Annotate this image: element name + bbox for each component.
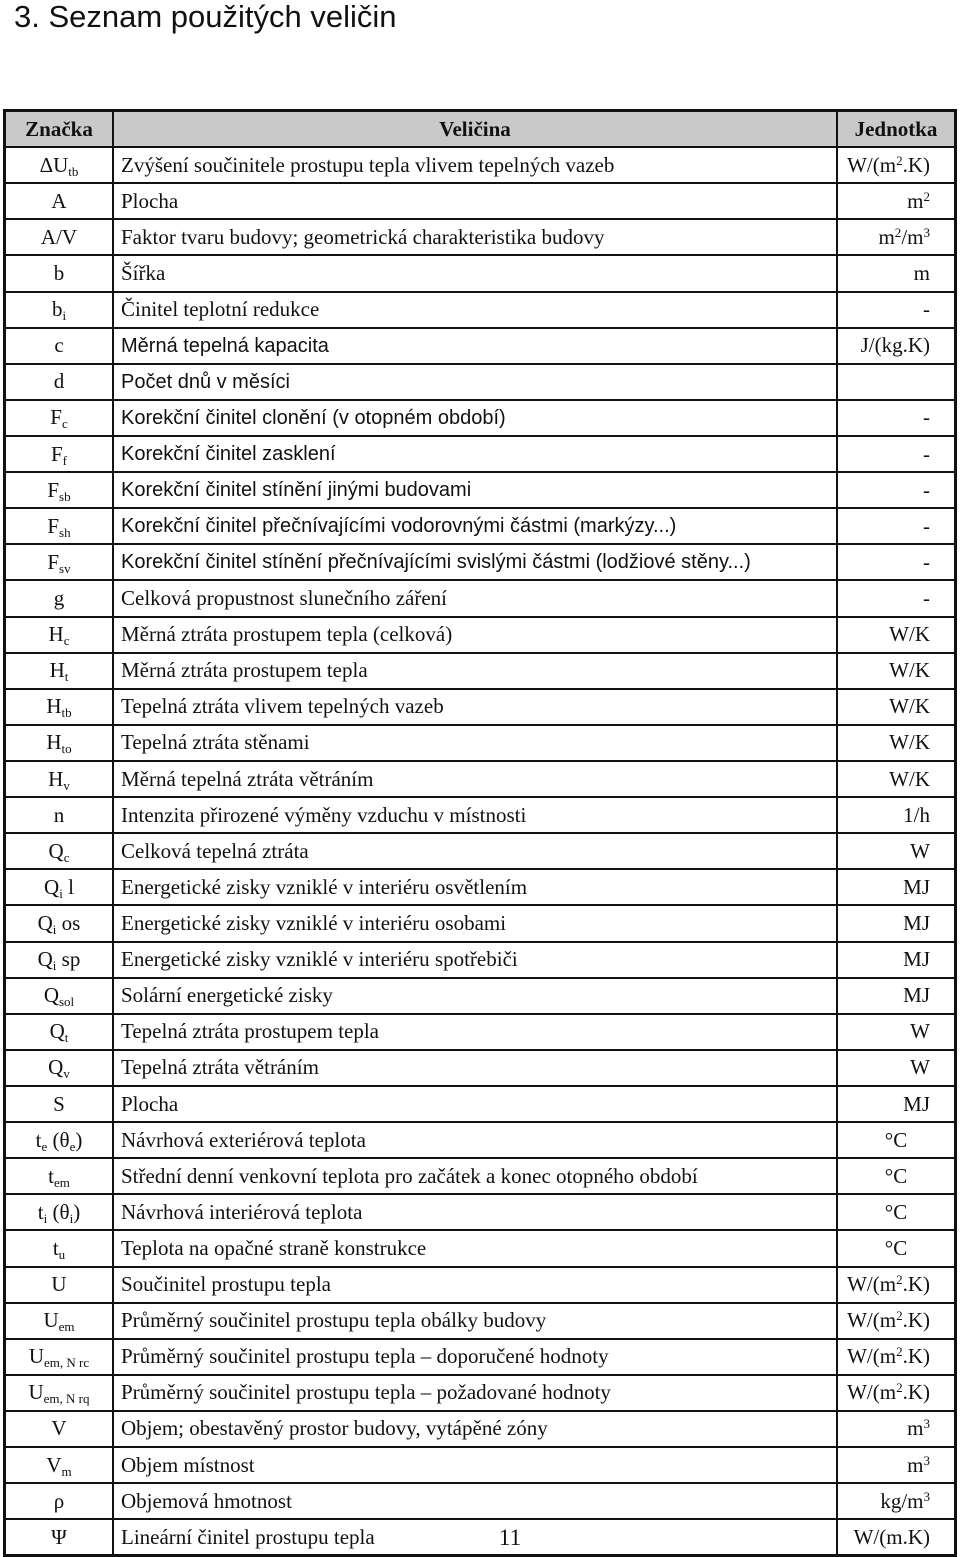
symbol-sub: c bbox=[63, 632, 70, 648]
symbol-sym: d bbox=[53, 369, 65, 394]
symbol-sub: em, N rq bbox=[43, 1391, 90, 1407]
unit-cell bbox=[837, 617, 956, 653]
unit-unit: °C bbox=[884, 1235, 908, 1260]
table-row bbox=[5, 1050, 956, 1086]
unit-unit-sup: 3 bbox=[923, 1416, 930, 1432]
quantity-cell: Faktor tvaru budovy; geometrická charakteristika budovy bbox=[113, 219, 837, 255]
symbol-cell bbox=[5, 942, 114, 978]
symbol-cell bbox=[5, 1375, 114, 1411]
unit-unit: W/(m bbox=[847, 152, 897, 177]
unit-unit: m bbox=[913, 260, 930, 285]
table-row bbox=[5, 1303, 956, 1339]
unit-unit: 1/h bbox=[903, 802, 930, 827]
quantity-cell: Korekční činitel stínění přečnívajícími svislými částmi (lodžiové stěny...) bbox=[113, 544, 837, 580]
symbol-tail: os bbox=[56, 910, 81, 935]
unit-cell bbox=[837, 1447, 956, 1483]
symbol-sub: sol bbox=[58, 994, 75, 1010]
symbol-sym: b bbox=[51, 297, 63, 322]
quantity-cell: Objemová hmotnost bbox=[113, 1483, 837, 1519]
quantity-cell: Návrhová interiérová teplota bbox=[113, 1194, 837, 1230]
symbol-sub2: e bbox=[69, 1138, 76, 1154]
unit-cell bbox=[837, 1230, 956, 1266]
unit-unit: W/K bbox=[889, 730, 930, 755]
unit-unit: m bbox=[907, 1416, 924, 1441]
unit-unit-tail: .K) bbox=[902, 1380, 930, 1405]
table-row bbox=[5, 255, 956, 291]
table-row bbox=[5, 1086, 956, 1122]
unit-unit: W bbox=[910, 1019, 930, 1044]
table-row bbox=[5, 580, 956, 616]
symbol-sym: H bbox=[46, 730, 62, 755]
unit-unit-sup: 2 bbox=[896, 1380, 903, 1396]
symbol-sym: V bbox=[51, 1416, 67, 1441]
table-row bbox=[5, 689, 956, 725]
unit-unit: - bbox=[923, 441, 930, 466]
unit-unit: m bbox=[907, 188, 924, 213]
unit-unit: MJ bbox=[903, 874, 930, 899]
symbol-sym: H bbox=[48, 766, 64, 791]
table-row bbox=[5, 833, 956, 869]
unit-cell bbox=[837, 942, 956, 978]
symbol-cell bbox=[5, 797, 114, 833]
table-row bbox=[5, 292, 956, 328]
quantity-cell: Korekční činitel stínění jinými budovami bbox=[113, 472, 837, 508]
symbol-sym: Q bbox=[49, 1019, 65, 1044]
symbol-cell bbox=[5, 1447, 114, 1483]
unit-unit-sup: 2 bbox=[896, 1344, 903, 1360]
unit-cell bbox=[837, 1267, 956, 1303]
symbol-sub: c bbox=[61, 416, 68, 432]
quantity-cell: Energetické zisky vzniklé v interiéru osobami bbox=[113, 905, 837, 941]
unit-cell bbox=[837, 869, 956, 905]
unit-unit: W/(m bbox=[847, 1308, 897, 1333]
unit-unit: - bbox=[923, 297, 930, 322]
quantity-cell: Intenzita přirozené výměny vzduchu v místnosti bbox=[113, 797, 837, 833]
symbol-sym: t bbox=[52, 1235, 59, 1260]
symbol-sym: U bbox=[51, 1272, 67, 1297]
symbol-sub: c bbox=[63, 849, 70, 865]
symbol-sub: u bbox=[58, 1246, 66, 1262]
quantity-cell: Korekční činitel zasklení bbox=[113, 436, 837, 472]
quantity-cell: Průměrný součinitel prostupu tepla – požadované hodnoty bbox=[113, 1375, 837, 1411]
unit-cell bbox=[837, 1411, 956, 1447]
unit-unit: W/(m bbox=[847, 1380, 897, 1405]
unit-cell bbox=[837, 1375, 956, 1411]
symbol-sym: U bbox=[28, 1380, 44, 1405]
unit-cell bbox=[837, 219, 956, 255]
symbol-cell bbox=[5, 869, 114, 905]
header-unit: Jednotka bbox=[837, 111, 956, 148]
symbol-cell bbox=[5, 833, 114, 869]
header-symbol: Značka bbox=[5, 111, 114, 148]
symbol-sym: g bbox=[53, 585, 65, 610]
quantity-cell: Zvýšení součinitele prostupu tepla vlivem tepelných vazeb bbox=[113, 147, 837, 183]
unit-unit: W bbox=[910, 1055, 930, 1080]
unit-cell bbox=[837, 364, 956, 400]
symbol-sym: U bbox=[43, 1308, 59, 1333]
table-row bbox=[5, 364, 956, 400]
symbol-cell bbox=[5, 1086, 114, 1122]
unit-cell bbox=[837, 255, 956, 291]
symbol-sym: ΔU bbox=[39, 152, 69, 177]
symbol-sym: t bbox=[35, 1127, 42, 1152]
symbol-cell bbox=[5, 400, 114, 436]
unit-unit: W/(m bbox=[847, 1272, 897, 1297]
unit-unit: kg/m bbox=[880, 1488, 924, 1513]
symbol-sub: em, N rc bbox=[43, 1355, 90, 1371]
unit-unit: MJ bbox=[903, 910, 930, 935]
quantity-cell: Průměrný součinitel prostupu tepla obálky budovy bbox=[113, 1303, 837, 1339]
symbol-cell bbox=[5, 1050, 114, 1086]
unit-unit: MJ bbox=[903, 947, 930, 972]
unit-unit-sup: 3 bbox=[923, 1452, 930, 1468]
symbol-tail2: ) bbox=[75, 1127, 83, 1152]
table-row bbox=[5, 797, 956, 833]
symbol-sub: e bbox=[41, 1138, 48, 1154]
unit-unit: - bbox=[923, 585, 930, 610]
symbol-sym: F bbox=[50, 441, 63, 466]
symbol-sym: Q bbox=[44, 874, 60, 899]
unit-unit-tail: /m bbox=[901, 224, 924, 249]
unit-unit: m bbox=[907, 1452, 924, 1477]
symbol-cell bbox=[5, 472, 114, 508]
symbol-sub: t bbox=[64, 669, 69, 685]
unit-cell bbox=[837, 292, 956, 328]
unit-cell bbox=[837, 1050, 956, 1086]
symbol-sym: ρ bbox=[53, 1488, 65, 1513]
symbol-sub: em bbox=[53, 1174, 70, 1190]
table-row bbox=[5, 1014, 956, 1050]
unit-unit: - bbox=[923, 405, 930, 430]
symbol-cell bbox=[5, 1194, 114, 1230]
unit-unit: W bbox=[910, 838, 930, 863]
unit-unit: W/K bbox=[889, 658, 930, 683]
quantity-cell: Energetické zisky vzniklé v interiéru spotřebiči bbox=[113, 942, 837, 978]
table-row bbox=[5, 328, 956, 364]
table-row bbox=[5, 400, 956, 436]
quantity-cell: Korekční činitel clonění (v otopném období) bbox=[113, 400, 837, 436]
unit-unit: - bbox=[923, 477, 930, 502]
table-row bbox=[5, 1122, 956, 1158]
symbol-cell bbox=[5, 725, 114, 761]
symbol-sym: Q bbox=[48, 1055, 64, 1080]
unit-unit-tail: .K) bbox=[902, 1272, 930, 1297]
symbol-cell bbox=[5, 508, 114, 544]
table-row bbox=[5, 1483, 956, 1519]
unit-cell bbox=[837, 183, 956, 219]
quantity-cell: Tepelná ztráta prostupem tepla bbox=[113, 1014, 837, 1050]
symbol-sub: v bbox=[63, 777, 70, 793]
symbol-cell bbox=[5, 617, 114, 653]
unit-cell bbox=[837, 653, 956, 689]
table-row bbox=[5, 147, 956, 183]
symbol-cell bbox=[5, 1014, 114, 1050]
symbol-cell bbox=[5, 653, 114, 689]
symbol-sub: i bbox=[52, 921, 57, 937]
symbol-sym: F bbox=[47, 549, 60, 574]
symbol-cell bbox=[5, 292, 114, 328]
quantity-cell: Šířka bbox=[113, 255, 837, 291]
table-row bbox=[5, 1158, 956, 1194]
symbol-sym: b bbox=[53, 260, 65, 285]
symbol-sym: H bbox=[46, 694, 62, 719]
quantity-cell: Korekční činitel přečnívajícími vodorovnými částmi (markýzy...) bbox=[113, 508, 837, 544]
symbol-cell bbox=[5, 1230, 114, 1266]
symbol-tail: (θ bbox=[47, 1199, 70, 1224]
symbol-cell bbox=[5, 1267, 114, 1303]
symbol-cell bbox=[5, 219, 114, 255]
symbol-cell bbox=[5, 147, 114, 183]
symbol-sym: Q bbox=[37, 910, 53, 935]
unit-unit: °C bbox=[884, 1163, 908, 1188]
symbol-sym: t bbox=[37, 1199, 44, 1224]
table-row bbox=[5, 1447, 956, 1483]
unit-cell bbox=[837, 905, 956, 941]
symbol-sub: sb bbox=[59, 488, 71, 504]
table-body bbox=[5, 147, 956, 1556]
table-row bbox=[5, 1267, 956, 1303]
quantity-cell: Střední denní venkovní teplota pro začátek a konec otopného období bbox=[113, 1158, 837, 1194]
symbol-cell bbox=[5, 255, 114, 291]
unit-cell bbox=[837, 1303, 956, 1339]
unit-unit: W/K bbox=[889, 766, 930, 791]
symbol-cell bbox=[5, 1158, 114, 1194]
unit-cell bbox=[837, 761, 956, 797]
symbol-sub: m bbox=[61, 1463, 72, 1479]
unit-cell bbox=[837, 797, 956, 833]
unit-unit: m bbox=[878, 224, 895, 249]
quantity-cell: Měrná ztráta prostupem tepla (celková) bbox=[113, 617, 837, 653]
symbol-sym: t bbox=[48, 1163, 54, 1188]
unit-unit: °C bbox=[884, 1127, 908, 1152]
symbol-sym: F bbox=[47, 477, 60, 502]
quantity-cell: Tepelná ztráta větráním bbox=[113, 1050, 837, 1086]
unit-unit-tail: .K) bbox=[902, 1308, 930, 1333]
unit-unit-sup: 2 bbox=[896, 152, 903, 168]
symbol-sym: n bbox=[53, 802, 65, 827]
unit-cell bbox=[837, 1014, 956, 1050]
symbol-sub: t bbox=[64, 1030, 69, 1046]
symbol-cell bbox=[5, 183, 114, 219]
symbol-sym: c bbox=[54, 333, 64, 358]
quantity-cell: Solární energetické zisky bbox=[113, 978, 837, 1014]
symbol-cell bbox=[5, 436, 114, 472]
quantity-cell: Celková tepelná ztráta bbox=[113, 833, 837, 869]
symbol-sub: v bbox=[63, 1066, 70, 1082]
symbol-sym: F bbox=[50, 405, 62, 430]
table-row bbox=[5, 617, 956, 653]
symbol-sub: f bbox=[62, 452, 68, 468]
symbol-sub: i bbox=[62, 307, 67, 323]
symbol-sub2: i bbox=[69, 1210, 74, 1226]
unit-unit-sup2: 3 bbox=[923, 224, 930, 240]
symbol-sub: em bbox=[58, 1319, 75, 1335]
symbol-cell bbox=[5, 1411, 114, 1447]
symbol-sub: tb bbox=[68, 163, 79, 179]
header-quantity: Veličina bbox=[113, 111, 837, 148]
unit-cell bbox=[837, 689, 956, 725]
symbol-cell bbox=[5, 1483, 114, 1519]
quantity-cell: Průměrný součinitel prostupu tepla – doporučené hodnoty bbox=[113, 1339, 837, 1375]
unit-cell bbox=[837, 725, 956, 761]
symbol-sym: V bbox=[46, 1452, 62, 1477]
unit-unit-tail: .K) bbox=[902, 152, 930, 177]
symbol-tail2: ) bbox=[73, 1199, 81, 1224]
table-row bbox=[5, 472, 956, 508]
symbol-sub: tb bbox=[61, 705, 72, 721]
quantity-cell: Tepelná ztráta vlivem tepelných vazeb bbox=[113, 689, 837, 725]
table-row bbox=[5, 942, 956, 978]
quantity-cell: Lineární činitel prostupu tepla bbox=[113, 1519, 837, 1556]
symbol-sub: to bbox=[61, 741, 72, 757]
quantities-table bbox=[3, 109, 957, 1557]
table-row bbox=[5, 905, 956, 941]
table-row bbox=[5, 1339, 956, 1375]
unit-cell bbox=[837, 1483, 956, 1519]
quantity-cell: Měrná tepelná kapacita bbox=[113, 328, 837, 364]
table-row bbox=[5, 544, 956, 580]
symbol-cell bbox=[5, 1339, 114, 1375]
unit-unit-tail: .K) bbox=[902, 1344, 930, 1369]
symbol-sub: sv bbox=[59, 560, 71, 576]
quantity-cell: Součinitel prostupu tepla bbox=[113, 1267, 837, 1303]
symbol-sym: H bbox=[49, 658, 65, 683]
symbol-sub: sh bbox=[59, 524, 71, 540]
unit-cell bbox=[837, 1158, 956, 1194]
symbol-sym: H bbox=[48, 622, 64, 647]
symbol-sym: Ψ bbox=[51, 1524, 67, 1549]
symbol-sym: A/V bbox=[40, 224, 78, 249]
quantity-cell: Měrná ztráta prostupem tepla bbox=[113, 653, 837, 689]
unit-unit: - bbox=[923, 549, 930, 574]
unit-cell bbox=[837, 472, 956, 508]
table-row bbox=[5, 761, 956, 797]
symbol-sym: A bbox=[51, 188, 67, 213]
section-heading: 3. Seznam použitých veličin bbox=[14, 0, 397, 34]
unit-cell bbox=[837, 978, 956, 1014]
quantity-cell: Počet dnů v měsíci bbox=[113, 364, 837, 400]
table-row bbox=[5, 1411, 956, 1447]
table-row bbox=[5, 978, 956, 1014]
quantity-cell: Teplota na opačné straně konstrukce bbox=[113, 1230, 837, 1266]
quantity-cell: Celková propustnost slunečního záření bbox=[113, 580, 837, 616]
quantity-cell: Měrná tepelná ztráta větráním bbox=[113, 761, 837, 797]
table-row bbox=[5, 183, 956, 219]
unit-unit: MJ bbox=[903, 983, 930, 1008]
symbol-tail: l bbox=[62, 874, 74, 899]
unit-unit: W/K bbox=[889, 694, 930, 719]
symbol-cell bbox=[5, 1122, 114, 1158]
table-header-row bbox=[5, 111, 956, 148]
unit-cell bbox=[837, 400, 956, 436]
symbol-sym: S bbox=[53, 1091, 65, 1116]
table-row bbox=[5, 725, 956, 761]
table-row bbox=[5, 653, 956, 689]
unit-unit: W/K bbox=[889, 622, 930, 647]
unit-unit: W/(m.K) bbox=[853, 1524, 930, 1549]
table-row bbox=[5, 869, 956, 905]
quantity-cell: Návrhová exteriérová teplota bbox=[113, 1122, 837, 1158]
quantity-cell: Činitel teplotní redukce bbox=[113, 292, 837, 328]
symbol-sub: i bbox=[52, 957, 57, 973]
quantity-cell: Objem místnost bbox=[113, 1447, 837, 1483]
unit-unit: W/(m bbox=[847, 1344, 897, 1369]
page-number: 11 bbox=[498, 1525, 522, 1550]
symbol-tail: (θ bbox=[47, 1127, 70, 1152]
unit-unit-sup: 3 bbox=[923, 1488, 930, 1504]
unit-cell bbox=[837, 147, 956, 183]
symbol-sym: Q bbox=[37, 947, 53, 972]
unit-unit-sup: 2 bbox=[923, 188, 930, 204]
symbol-cell bbox=[5, 978, 114, 1014]
quantity-cell: Energetické zisky vzniklé v interiéru osvětlením bbox=[113, 869, 837, 905]
symbol-cell bbox=[5, 328, 114, 364]
unit-unit-sup: 2 bbox=[896, 1271, 903, 1287]
quantity-cell: Tepelná ztráta stěnami bbox=[113, 725, 837, 761]
unit-unit-sup: 2 bbox=[896, 1308, 903, 1323]
unit-cell bbox=[837, 1194, 956, 1230]
unit-unit-sup: 2 bbox=[894, 224, 902, 240]
unit-cell bbox=[837, 508, 956, 544]
unit-cell bbox=[837, 544, 956, 580]
unit-cell bbox=[837, 833, 956, 869]
symbol-sub: i bbox=[59, 885, 63, 901]
unit-cell bbox=[837, 1086, 956, 1122]
unit-cell bbox=[837, 1339, 956, 1375]
symbol-sym: F bbox=[47, 513, 60, 538]
symbol-cell bbox=[5, 580, 114, 616]
table-row bbox=[5, 508, 956, 544]
quantity-cell: Objem; obestavěný prostor budovy, vytápěné zóny bbox=[113, 1411, 837, 1447]
table-row bbox=[5, 1230, 956, 1266]
unit-cell bbox=[837, 328, 956, 364]
quantity-cell: Plocha bbox=[113, 1086, 837, 1122]
symbol-cell bbox=[5, 1303, 114, 1339]
symbol-cell bbox=[5, 905, 114, 941]
symbol-sub: i bbox=[43, 1210, 48, 1226]
unit-cell bbox=[837, 580, 956, 616]
unit-unit: °C bbox=[884, 1199, 908, 1224]
symbol-sym: U bbox=[28, 1344, 44, 1369]
symbol-tail: sp bbox=[56, 947, 81, 972]
table-row bbox=[5, 1375, 956, 1411]
quantity-cell: Plocha bbox=[113, 183, 837, 219]
symbol-cell bbox=[5, 761, 114, 797]
symbol-sym: Q bbox=[43, 983, 59, 1008]
symbol-sym: Q bbox=[48, 838, 64, 863]
unit-unit: MJ bbox=[903, 1091, 930, 1116]
unit-cell bbox=[837, 436, 956, 472]
table-row bbox=[5, 219, 956, 255]
unit-unit: - bbox=[923, 513, 930, 538]
symbol-cell bbox=[5, 364, 114, 400]
unit-unit: J/(kg.K) bbox=[860, 333, 930, 358]
symbol-cell bbox=[5, 544, 114, 580]
table-row bbox=[5, 1194, 956, 1230]
table-row bbox=[5, 436, 956, 472]
unit-cell bbox=[837, 1122, 956, 1158]
symbol-cell bbox=[5, 689, 114, 725]
